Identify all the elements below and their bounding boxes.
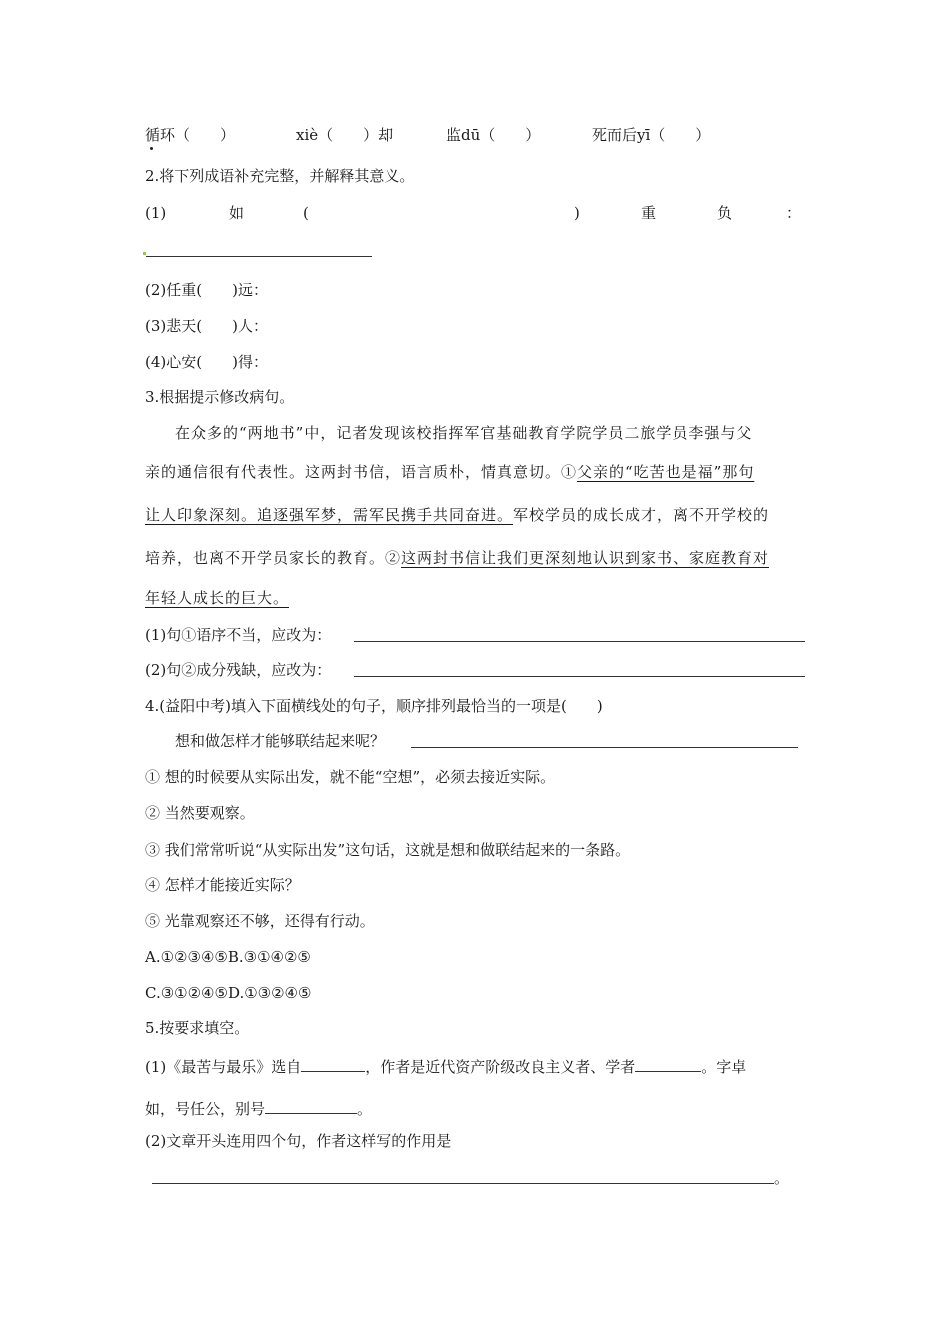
q2-item2: (2)任重( )远： xyxy=(145,281,268,299)
q2-item4: (4)心安( )得： xyxy=(145,353,268,371)
q1-item-xie: xiè（ ）却 xyxy=(296,126,394,144)
q4-option1: ① 想的时候要从实际出发，就不能“空想”，必须去接近实际。 xyxy=(145,768,556,786)
q3-underlined-sentence2b: 年轻人成长的巨大。 xyxy=(145,589,290,607)
q3-para-line3-text: 军校学员的成长成才，离不开学校的 xyxy=(513,506,770,524)
q3-para-line5 xyxy=(145,588,289,608)
q4-title: 4.(益阳中考)填入下面横线处的句子，顺序排列最恰当的一项是( ) xyxy=(145,697,603,715)
q3-para-line3 xyxy=(145,505,769,525)
q3-underlined-sentence1a: 父亲的“吃苦也是福”那句 xyxy=(577,463,755,481)
q2-item1-char-fu: 负 xyxy=(717,204,733,222)
q2-item1-open-paren: ( xyxy=(303,204,309,222)
q3-title: 3.根据提示修改病句。 xyxy=(145,388,295,406)
q3-para-line2 xyxy=(145,462,754,482)
q5-blank-author xyxy=(635,1055,701,1072)
q5-line4-period: 。 xyxy=(774,1169,790,1187)
q3-sub2: (2)句②成分残缺，应改为： xyxy=(145,661,332,679)
q2-item1-char-ru: 如 xyxy=(229,204,245,222)
q3-para-line1: 在众多的“两地书”中，记者发现该校指挥军官基础教育学院学员二旅学员李强与父 xyxy=(175,424,753,442)
q4-fill-line xyxy=(411,747,798,748)
q1-item-xunhuan: 循环（ ） xyxy=(145,126,236,144)
q5-line2-text-a: 如，号任公，别号 xyxy=(145,1100,266,1118)
q4-choices-cd: C.③①②④⑤D.①③②④⑤ xyxy=(145,984,312,1002)
q5-line2-text-b: 。 xyxy=(357,1100,373,1118)
q3-underlined-sentence2a: 这两封书信让我们更深刻地认识到家书、家庭教育对 xyxy=(401,549,770,567)
q3-para-line2-text: 亲的通信很有代表性。这两封书信，语言质朴，情真意切。① xyxy=(145,463,578,481)
q4-option4: ④ 怎样才能接近实际？ xyxy=(145,876,300,894)
green-mark xyxy=(143,252,146,255)
q5-title: 5.按要求填空。 xyxy=(145,1019,250,1037)
q5-line1-text-a: (1)《最苦与最乐》选自 xyxy=(145,1058,302,1076)
q5-blank-alias xyxy=(265,1097,357,1114)
q5-line1-text-c: 。字卓 xyxy=(701,1058,747,1076)
q5-answer-line xyxy=(152,1183,774,1184)
q4-option5: ⑤ 光靠观察还不够，还得有行动。 xyxy=(145,912,375,930)
q2-item3: (3)悲天( )人： xyxy=(145,317,268,335)
emphasis-dot xyxy=(150,147,153,150)
q4-option2: ② 当然要观察。 xyxy=(145,804,255,822)
q5-line1 xyxy=(145,1055,746,1077)
q3-sub2-answer-line xyxy=(354,676,805,677)
q3-sub1: (1)句①语序不当，应改为： xyxy=(145,626,332,644)
q2-item1-colon: ： xyxy=(786,204,802,222)
q2-item1-char-zhong: 重 xyxy=(641,204,657,222)
q4-option3: ③ 我们常常听说“从实际出发”这句话，这就是想和做联结起来的一条路。 xyxy=(145,841,631,859)
q5-line2 xyxy=(145,1097,372,1119)
q2-item1-close-paren: ) xyxy=(574,204,580,222)
q5-blank-source xyxy=(301,1055,365,1072)
q4-choices-ab: A.①②③④⑤B.③①④②⑤ xyxy=(145,948,311,966)
q3-para-line4-text: 培养，也离不开学员家长的教育。② xyxy=(145,549,402,567)
q4-lead: 想和做怎样才能够联结起来呢？ xyxy=(175,732,386,750)
q1-item-du: 监dū（ ） xyxy=(446,126,541,144)
q2-item1-answer-line xyxy=(146,256,372,257)
q3-underlined-sentence1b: 让人印象深刻。追逐强军梦，需军民携手共同奋进。 xyxy=(145,506,514,524)
q2-title: 2.将下列成语补充完整，并解释其意义。 xyxy=(145,167,415,185)
q1-item-yi: 死而后yī（ ） xyxy=(592,126,711,144)
q5-line1-text-b: ，作者是近代资产阶级改良主义者、学者 xyxy=(365,1058,636,1076)
q3-sub1-answer-line xyxy=(354,641,805,642)
q3-para-line4 xyxy=(145,548,769,568)
q5-line3: (2)文章开头连用四个句，作者这样写的作用是 xyxy=(145,1132,452,1150)
q2-item1-num: (1) xyxy=(145,204,167,222)
